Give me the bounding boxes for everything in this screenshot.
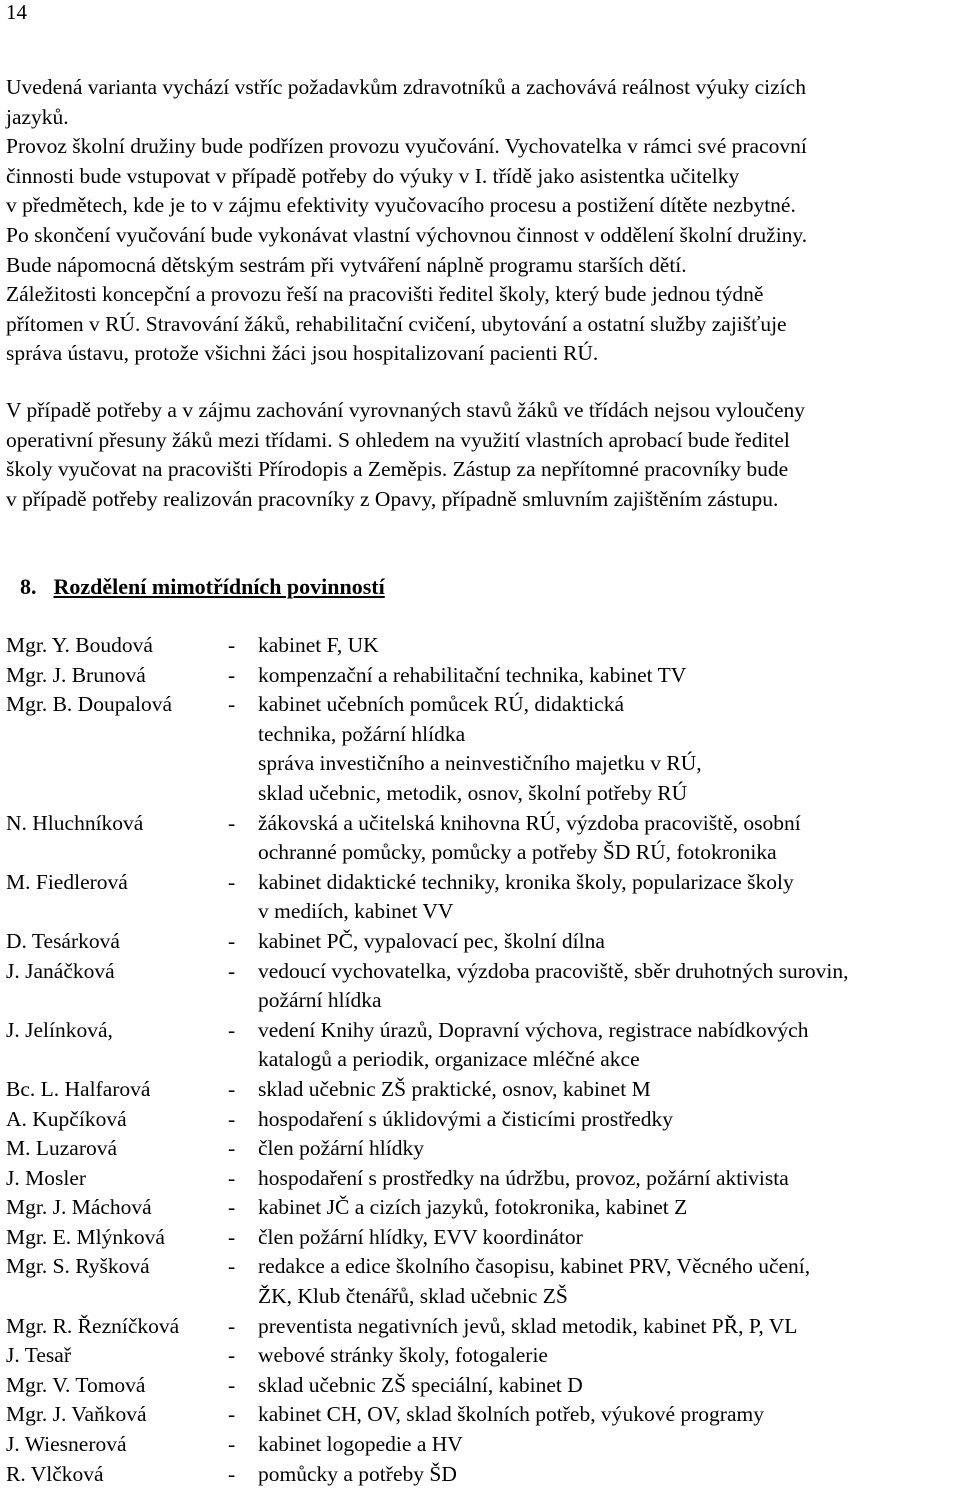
duty-description <box>258 1164 958 1194</box>
duty-description <box>258 1460 958 1489</box>
duty-description <box>258 690 958 808</box>
duty-description-line: hospodaření s úklidovými a čisticími prostředky <box>258 1106 674 1131</box>
duty-dash: - <box>228 928 236 953</box>
paragraph-line: Bude nápomocná dětským sestrám při vytváření náplně programu starších dětí. <box>6 252 687 277</box>
duty-dash: - <box>228 692 236 717</box>
duty-person: Mgr. J. Brunová <box>6 662 146 687</box>
duty-dash: - <box>228 1195 236 1220</box>
duty-description-line: hospodaření s prostředky na údržbu, provoz, požární aktivista <box>258 1165 789 1190</box>
paragraph-line: Záležitosti koncepční a provozu řeší na pracovišti ředitel školy, který bude jednou týdně <box>6 282 764 307</box>
duty-description <box>258 1430 958 1460</box>
duty-person: M. Fiedlerová <box>6 869 128 894</box>
duty-description-line: člen požární hlídky, EVV koordinátor <box>258 1224 583 1249</box>
duty-dash: - <box>228 1136 236 1161</box>
duty-dash: - <box>228 662 236 687</box>
duty-dash: - <box>228 633 236 657</box>
duty-person: J. Wiesnerová <box>6 1432 127 1457</box>
paragraph-line: činnosti bude vstupovat v případě potřeby do výuky v I. třídě jako asistentka učitelky <box>6 163 740 188</box>
duty-description <box>258 957 958 1016</box>
duty-dash: - <box>228 810 236 835</box>
duty-description-line: kabinet didaktické techniky, kronika školy, popularizace školy <box>258 869 794 894</box>
duty-person: J. Mosler <box>6 1165 87 1190</box>
duty-description <box>258 927 958 957</box>
paragraph-line: V případě potřeby a v zájmu zachování vyrovnaných stavů žáků ve třídách nejsou vyloučeny <box>6 398 806 422</box>
duty-person: Mgr. J. Vaňková <box>6 1402 147 1427</box>
duty-dash: - <box>228 869 236 894</box>
duty-person: D. Tesárková <box>6 928 120 953</box>
duty-person: Mgr. J. Máchová <box>6 1195 152 1220</box>
paragraph-line: správa ústavu, protože všichni žáci jsou hospitalizovaní pacienti RÚ. <box>6 341 599 366</box>
duty-person: Mgr. S. Ryšková <box>6 1254 150 1279</box>
duty-description-line: sklad učebnic ZŠ praktické, osnov, kabinet M <box>258 1076 651 1101</box>
duty-person: J. Janáčková <box>6 958 115 983</box>
duty-row <box>6 1223 960 1253</box>
paragraph-1 <box>6 73 956 369</box>
duty-person: A. Kupčíková <box>6 1106 127 1131</box>
duty-description-line: správa investičního a neinvestičního majetku v RÚ, <box>258 751 702 776</box>
duty-description <box>258 809 958 868</box>
duty-row <box>6 1164 960 1194</box>
duty-description-line: kabinet CH, OV, sklad školních potřeb, výukové programy <box>258 1402 764 1427</box>
duty-description-line: technika, požární hlídka <box>258 721 466 746</box>
duty-description <box>258 1193 958 1223</box>
paragraph-line: přítomen v RÚ. Stravování žáků, rehabilitační cvičení, ubytování a ostatní služby zajišťuje <box>6 311 787 336</box>
duty-row <box>6 809 960 868</box>
duty-description <box>258 631 958 661</box>
duty-description-line: ochranné pomůcky, pomůcky a potřeby ŠD RÚ, fotokronika <box>258 840 777 865</box>
duty-person: Mgr. R. Řezníčková <box>6 1313 180 1338</box>
duty-dash: - <box>228 1254 236 1279</box>
duty-description-line: sklad učebnic, metodik, osnov, školní potřeby RÚ <box>258 780 688 805</box>
duty-row <box>6 1371 960 1401</box>
duty-description-line: preventista negativních jevů, sklad metodik, kabinet PŘ, P, VL <box>258 1313 798 1338</box>
duty-description-line: katalogů a periodik, organizace mléčné akce <box>258 1047 640 1072</box>
paragraph-line: operativní přesuny žáků mezi třídami. S ohledem na využití vlastních aprobací bude ředitel <box>6 427 790 452</box>
duty-dash: - <box>228 1372 236 1397</box>
duty-person: J. Jelínková, <box>6 1017 113 1042</box>
duty-row <box>6 927 960 957</box>
duty-person: Mgr. Y. Boudová <box>6 633 153 657</box>
duty-description <box>258 1134 958 1164</box>
duty-row <box>6 1016 960 1075</box>
duty-description-line: kabinet JČ a cizích jazyků, fotokronika, kabinet Z <box>258 1195 688 1220</box>
duty-row <box>6 1252 960 1311</box>
duty-person: J. Tesař <box>6 1343 71 1368</box>
duty-dash: - <box>228 1432 236 1457</box>
duty-row <box>6 631 960 661</box>
duty-dash: - <box>228 958 236 983</box>
duty-description <box>258 1400 958 1430</box>
duty-person: Mgr. B. Doupalová <box>6 692 173 717</box>
duty-dash: - <box>228 1076 236 1101</box>
paragraph-line: v předmětech, kde je to v zájmu efektivity vyučovacího procesu a postižení dítěte nezbytné. <box>6 193 796 218</box>
duty-description-line: sklad učebnic ZŠ speciální, kabinet D <box>258 1372 583 1397</box>
duty-dash: - <box>228 1165 236 1190</box>
duty-person: Mgr. V. Tomová <box>6 1372 146 1397</box>
page-number: 14 <box>6 0 27 24</box>
duty-row <box>6 690 960 808</box>
duty-description-line: žákovská a učitelská knihovna RÚ, výzdoba pracoviště, osobní <box>258 810 801 835</box>
duty-description <box>258 1075 958 1105</box>
duty-description <box>258 1223 958 1253</box>
duties-list <box>6 631 960 1489</box>
duty-row <box>6 1460 960 1489</box>
duty-description <box>258 661 958 691</box>
duty-dash: - <box>228 1402 236 1427</box>
section-number: 8. <box>20 574 37 599</box>
duty-dash: - <box>228 1313 236 1338</box>
duty-dash: - <box>228 1017 236 1042</box>
duty-description-line: v mediích, kabinet VV <box>258 899 454 924</box>
duty-row <box>6 957 960 1016</box>
duty-description <box>258 1105 958 1135</box>
paragraph-line: Uvedená varianta vychází vstříc požadavkům zdravotníků a zachovává reálnost výuky cizích <box>6 75 806 99</box>
duty-row <box>6 1193 960 1223</box>
paragraph-line: Po skončení vyučování bude vykonávat vlastní výchovnou činnost v oddělení školní družiny. <box>6 222 808 247</box>
duty-row <box>6 1312 960 1342</box>
paragraph-line: jazyků. <box>6 104 69 129</box>
duty-description <box>258 1312 958 1342</box>
duty-row <box>6 1430 960 1460</box>
duty-person: R. Vlčková <box>6 1461 104 1486</box>
duty-dash: - <box>228 1106 236 1131</box>
duty-description-line: ŽK, Klub čtenářů, sklad učebnic ZŠ <box>258 1284 568 1309</box>
duty-description <box>258 1341 958 1371</box>
duty-description-line: vedoucí vychovatelka, výzdoba pracoviště, sběr druhotných surovin, <box>258 958 849 983</box>
duty-dash: - <box>228 1343 236 1368</box>
duty-description-line: pomůcky a potřeby ŠD <box>258 1461 457 1486</box>
paragraph-line: školy vyučovat na pracovišti Přírodopis a Zeměpis. Zástup za nepřítomné pracovníky bude <box>6 457 789 482</box>
duty-description-line: redakce a edice školního časopisu, kabinet PRV, Věcného učení, <box>258 1254 811 1279</box>
duty-description-line: webové stránky školy, fotogalerie <box>258 1343 548 1368</box>
duty-description-line: kabinet logopedie a HV <box>258 1432 463 1457</box>
duty-description-line: kabinet učebních pomůcek RÚ, didaktická <box>258 692 624 717</box>
duty-row <box>6 1341 960 1371</box>
duty-row <box>6 661 960 691</box>
duty-description <box>258 1252 958 1311</box>
paragraph-2 <box>6 396 956 514</box>
duty-description-line: kompenzační a rehabilitační technika, kabinet TV <box>258 662 687 687</box>
duty-description-line: vedení Knihy úrazů, Dopravní výchova, registrace nabídkových <box>258 1017 809 1042</box>
paragraph-line: Provoz školní družiny bude podřízen provozu vyučování. Vychovatelka v rámci své pracovní <box>6 134 807 159</box>
duty-description-line: kabinet PČ, vypalovací pec, školní dílna <box>258 928 605 953</box>
duty-row <box>6 1134 960 1164</box>
duty-description <box>258 868 958 927</box>
paragraph-line: v případě potřeby realizován pracovníky z Opavy, případně smluvním zajištěním zástupu. <box>6 486 779 511</box>
section-heading <box>20 572 385 602</box>
duty-person: N. Hluchníková <box>6 810 144 835</box>
duty-row <box>6 868 960 927</box>
duty-person: Mgr. E. Mlýnková <box>6 1224 165 1249</box>
duty-dash: - <box>228 1461 236 1486</box>
duty-row <box>6 1075 960 1105</box>
section-title: Rozdělení mimotřídních povinností <box>53 574 385 599</box>
duty-description-line: kabinet F, UK <box>258 633 379 657</box>
duty-row <box>6 1105 960 1135</box>
duty-person: Bc. L. Halfarová <box>6 1076 151 1101</box>
duty-row <box>6 1400 960 1430</box>
duty-description <box>258 1016 958 1075</box>
duty-description-line: požární hlídka <box>258 988 382 1013</box>
duty-dash: - <box>228 1224 236 1249</box>
duty-description <box>258 1371 958 1401</box>
duty-description-line: člen požární hlídky <box>258 1136 424 1161</box>
duty-person: M. Luzarová <box>6 1136 118 1161</box>
